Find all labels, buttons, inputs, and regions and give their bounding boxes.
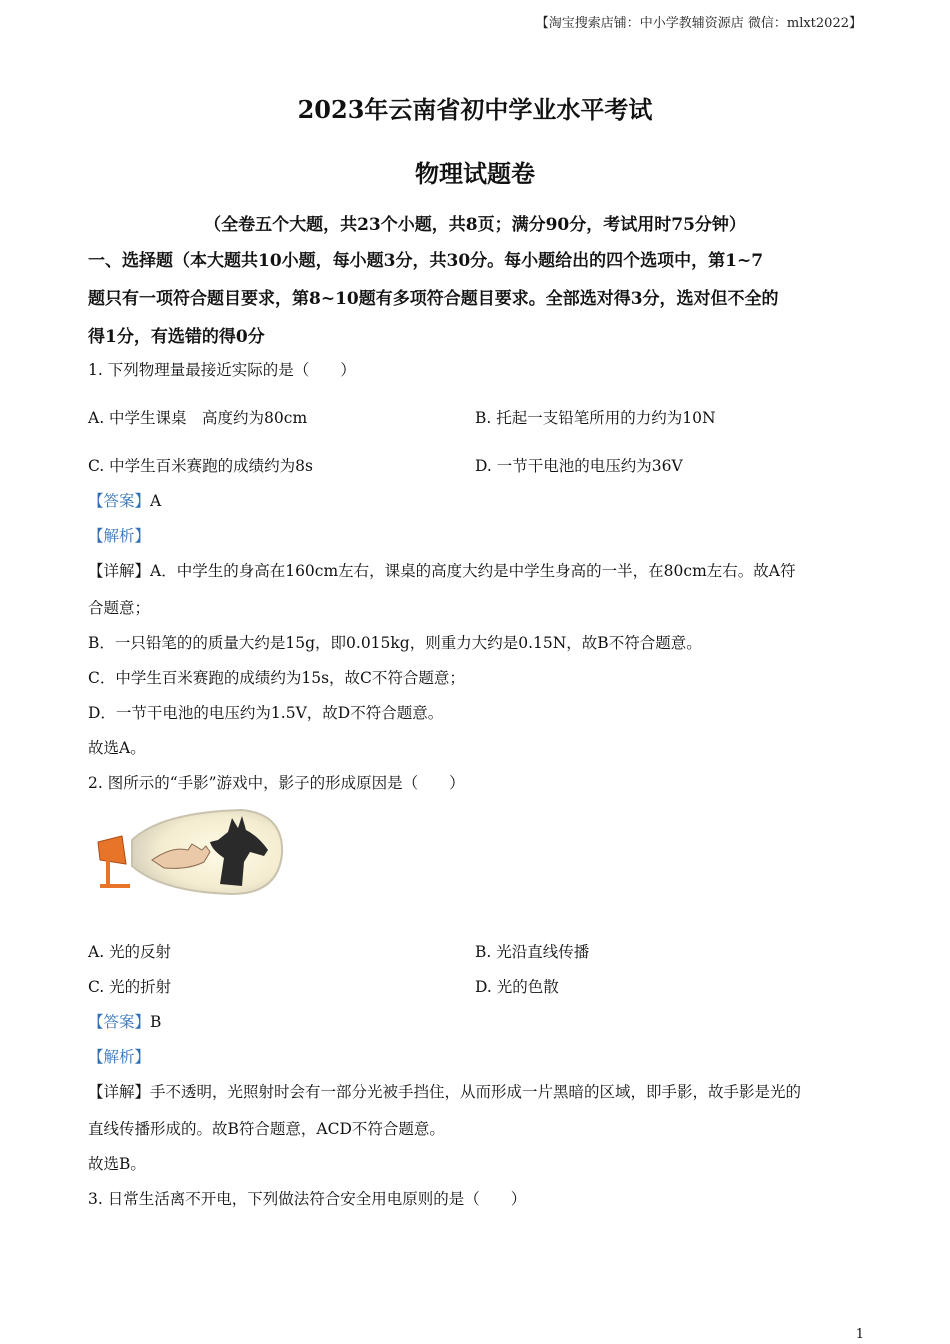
section-title-line-1: 一、选择题（本大题共10小题，每小题3分，共30分。每小题给出的四个选项中，第1~7	[88, 251, 764, 271]
q1-detail-line-1	[88, 559, 795, 581]
q2-detail-line-2: 直线传播形成的。故B符合题意，ACD不符合题意。	[88, 1120, 445, 1138]
q1-option-b: B. 托起一支铅笔所用的力约为10N	[475, 409, 716, 427]
q1-detail-line-4: C．中学生百米赛跑的成绩约为15s，故C不符合题意；	[88, 669, 465, 687]
q1-option-d: D. 一节干电池的电压约为36V	[475, 457, 683, 475]
q2-option-c: C. 光的折射	[88, 978, 172, 996]
section-title-line-2: 题只有一项符合题目要求，第8~10题有多项符合题目要求。全部选对得3分，选对但不全的	[88, 289, 779, 309]
q2-detail-line-3: 故选B。	[88, 1155, 146, 1173]
section-title-line-3: 得1分，有选错的得0分	[88, 327, 265, 347]
q1-answer-label: 【答案】	[88, 492, 151, 510]
header-note: 【淘宝搜索店铺：中小学教辅资源店 微信：mlxt2022】	[535, 16, 862, 31]
q2-stem: 2. 图所示的“手影”游戏中，影子的形成原因是（ ）	[88, 774, 465, 792]
q1-detail-line-5: D．一节干电池的电压约为1.5V，故D不符合题意。	[88, 704, 444, 722]
q1-answer	[88, 489, 161, 511]
q1-detail-line-2: 合题意；	[88, 599, 151, 617]
q2-option-d: D. 光的色散	[475, 978, 559, 996]
q2-detail-label: 【详解】	[88, 1083, 151, 1101]
q3-stem: 3. 日常生活离不开电，下列做法符合安全用电原则的是（ ）	[88, 1190, 527, 1208]
q2-option-b: B. 光沿直线传播	[475, 943, 590, 961]
q2-analysis-label: 【解析】	[88, 1048, 151, 1066]
q1-detail-line-6: 故选A。	[88, 739, 146, 757]
q2-detail-text-1: 手不透明，光照射时会有一部分光被手挡住，从而形成一片黑暗的区域，即手影，故手影是光的	[150, 1083, 802, 1101]
q1-option-a: A. 中学生课桌 高度约为80cm	[88, 409, 308, 427]
page-title: 2023年云南省初中学业水平考试	[297, 95, 653, 124]
lamp-head-icon	[98, 836, 126, 864]
q2-answer	[88, 1010, 161, 1032]
q1-detail-label: 【详解】	[88, 562, 151, 580]
q1-stem: 1. 下列物理量最接近实际的是（ ）	[88, 361, 356, 379]
lamp-base-icon	[100, 884, 130, 888]
q1-option-c: C. 中学生百米赛跑的成绩约为8s	[88, 457, 313, 475]
lamp-stand-icon	[106, 860, 110, 886]
exam-note: （全卷五个大题，共23个小题，共8页；满分90分，考试用时75分钟）	[204, 215, 746, 235]
hand-shadow-figure	[92, 806, 284, 898]
page-number: 1	[855, 1327, 864, 1342]
q1-detail-line-3: B．一只铅笔的的质量大约是15g，即0.015kg，则重力大约是0.15N，故B不符合题意。	[88, 634, 702, 652]
q2-answer-value: B	[150, 1013, 162, 1031]
q2-option-a: A. 光的反射	[88, 943, 172, 961]
page-subtitle: 物理试题卷	[415, 159, 535, 188]
q2-answer-label: 【答案】	[88, 1013, 151, 1031]
q1-analysis-label: 【解析】	[88, 527, 151, 545]
q2-detail-line-1	[88, 1080, 801, 1102]
q1-detail-text-1: A．中学生的身高在160cm左右，课桌的高度大约是中学生身高的一半，在80cm左右。故A符	[150, 562, 796, 580]
q1-answer-value: A	[150, 492, 162, 510]
